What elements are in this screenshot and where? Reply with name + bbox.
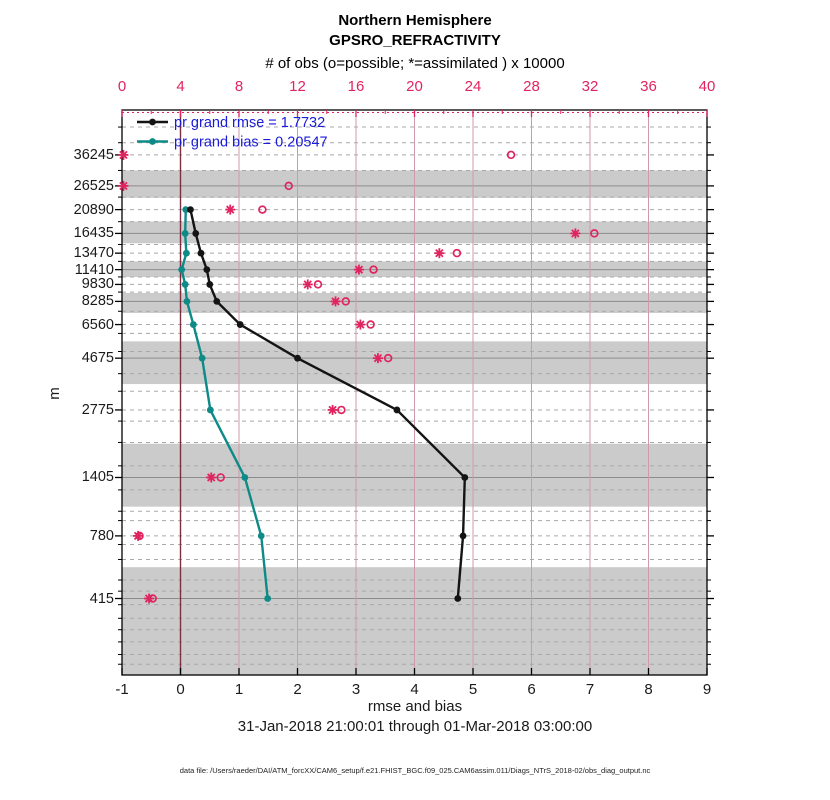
bottom-axis-tick-label: 0: [176, 681, 185, 698]
left-axis-tick-label: 9830: [81, 276, 114, 293]
top-axis-tick-label: 24: [464, 78, 482, 95]
left-axis-tick-label: 26525: [73, 177, 114, 194]
top-axis-tick-label: 12: [289, 78, 306, 95]
data-file-footer: data file: /Users/raeder/DAI/ATM_forcXX/CAM6_setup/f.e21.FHIST_BGC.f09_025.CAM6assim.011/Diags_NTrS_2018-02/obs_diag_output.nc: [179, 766, 651, 775]
left-axis-tick-label: 2775: [81, 401, 114, 418]
bias-point: [207, 407, 214, 414]
assimilated-obs-marker: [355, 320, 365, 330]
bottom-axis-tick-label: 4: [410, 681, 419, 698]
assimilated-obs-marker: [434, 248, 444, 258]
assimilated-obs-marker: [225, 205, 235, 215]
rmse-point: [454, 595, 461, 602]
bottom-axis-tick-label: 6: [527, 681, 536, 698]
rmse-point: [192, 230, 199, 237]
rmse-point: [187, 206, 194, 213]
rmse-point: [206, 281, 213, 288]
left-axis-tick-label: 4675: [81, 350, 114, 367]
left-axis-tick-label: 11410: [74, 261, 114, 278]
left-axis-tick-label: 8285: [81, 293, 114, 310]
rmse-point: [213, 298, 220, 305]
bias-point: [182, 281, 189, 288]
y-axis-label: m: [45, 387, 63, 400]
legend-sample-point: [149, 119, 156, 126]
rmse-point: [294, 355, 301, 362]
assimilated-obs-marker: [328, 405, 338, 415]
assimilated-obs-marker: [118, 150, 128, 160]
chart-title: Northern Hemisphere: [338, 12, 492, 29]
bottom-axis-tick-label: 9: [702, 681, 712, 698]
bottom-axis-tick-label: 8: [644, 681, 653, 698]
legend-entry-rmse: pr grand rmse = 1.7732: [174, 115, 326, 131]
rmse-point: [460, 532, 467, 539]
assimilated-obs-marker: [331, 296, 341, 306]
assimilated-obs-marker: [354, 265, 364, 275]
rmse-point: [198, 250, 205, 257]
bias-point: [178, 266, 185, 273]
rmse-point: [203, 266, 210, 273]
assimilated-obs-marker: [118, 181, 128, 191]
bottom-axis-tick-label: 3: [351, 681, 361, 698]
bias-point: [183, 250, 190, 257]
bottom-axis-tick-label: 5: [468, 681, 478, 698]
top-axis-tick-label: 4: [176, 78, 185, 95]
bias-point: [182, 230, 189, 237]
assimilated-obs-marker: [206, 472, 216, 482]
left-axis-tick-label: 16435: [73, 225, 114, 242]
legend-entry-bias: pr grand bias = 0.20547: [174, 134, 328, 151]
assimilated-obs-marker: [570, 228, 580, 238]
bottom-axis-tick-label: 7: [585, 681, 595, 698]
assimilated-obs-marker: [373, 353, 383, 363]
x-axis-label: rmse and bias: [367, 698, 463, 715]
left-axis-tick-label: 6560: [81, 316, 114, 333]
top-axis-tick-label: 36: [640, 78, 657, 95]
assimilated-obs-marker: [303, 279, 313, 289]
left-axis-tick-label: 20890: [73, 201, 114, 218]
top-axis-tick-label: 28: [523, 78, 540, 95]
left-axis-tick-label: 415: [89, 590, 114, 607]
rmse-point: [461, 474, 468, 481]
bottom-axis-tick-label: 2: [293, 681, 302, 698]
chart-subtitle: GPSRO_REFRACTIVITY: [329, 32, 501, 49]
legend-sample-point: [149, 138, 156, 145]
left-axis-tick-label: 13470: [73, 245, 114, 262]
bias-point: [258, 532, 265, 539]
time-range-caption: 31-Jan-2018 21:00:01 through 01-Mar-2018 03:00:00: [237, 718, 593, 735]
bottom-axis-tick-label: -1: [115, 681, 129, 698]
bias-point: [264, 595, 271, 602]
rmse-point: [237, 321, 244, 328]
top-axis-tick-label: 20: [406, 78, 423, 95]
top-axis-tick-label: 32: [581, 78, 599, 95]
left-axis-tick-label: 1405: [81, 469, 114, 486]
bias-point: [190, 321, 197, 328]
assimilated-obs-marker: [133, 531, 143, 541]
top-axis-tick-label: 40: [698, 78, 716, 95]
bottom-axis-tick-label: 1: [234, 681, 244, 698]
top-axis-tick-label: 16: [347, 78, 365, 95]
assimilated-obs-marker: [144, 594, 154, 604]
left-axis-tick-label: 780: [89, 527, 114, 544]
top-axis-tick-label: 0: [117, 78, 127, 95]
top-axis-label: # of obs (o=possible; *=assimilated ) x 10000: [265, 55, 565, 72]
top-axis-tick-label: 8: [234, 78, 244, 95]
bias-point: [241, 474, 248, 481]
bias-point: [199, 355, 206, 362]
bias-point: [184, 298, 191, 305]
rmse-point: [394, 407, 401, 414]
left-axis-tick-label: 36245: [73, 146, 114, 163]
